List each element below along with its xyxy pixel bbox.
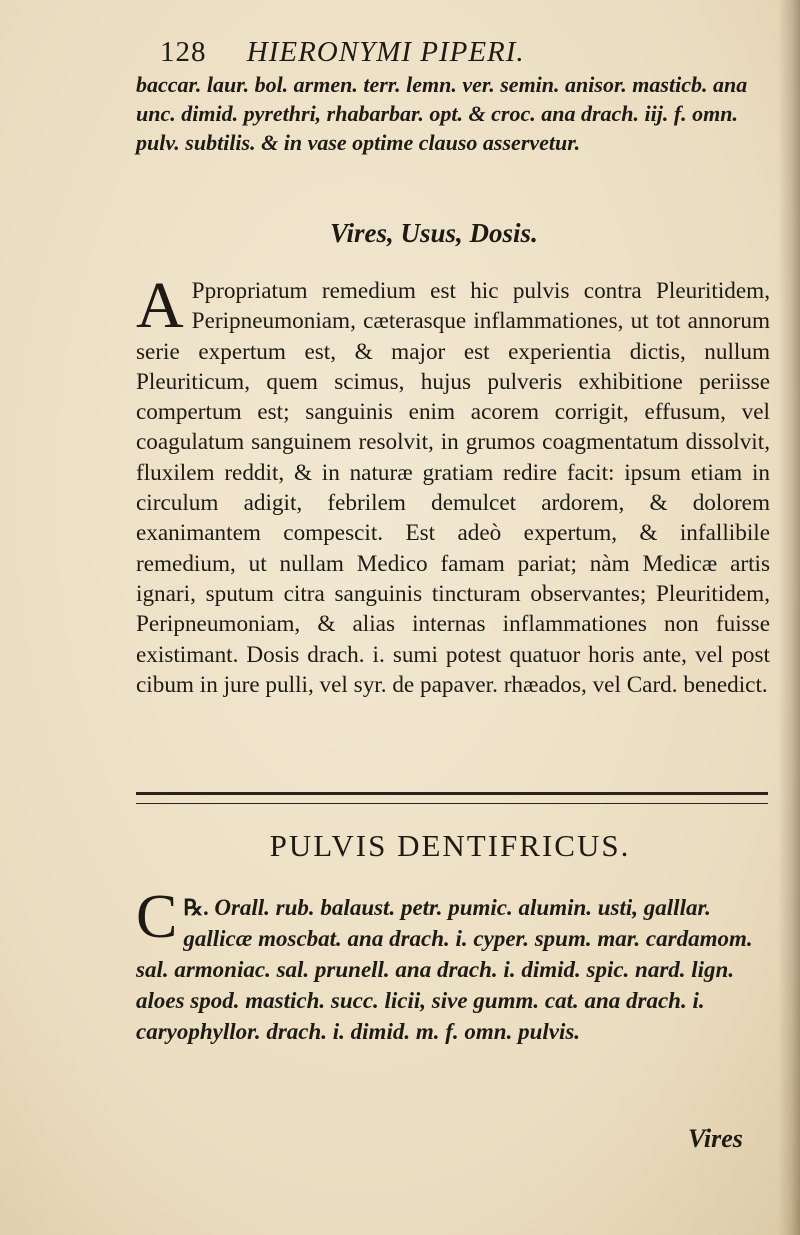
- body-text: Ppropriatum remedium est hic pulvis contra Pleuritidem, Peripneumoniam, cæterasque inflammationes, ut tot annorum serie expertum est, & major est experientia dictis, nullum Pleuriticum, quem scimus, hujus pulveris exhibitione periisse compertum est; sanguinis enim acorem corrigit, effusum, vel coagulatum sanguinem resolvit, in grumos coagmentatum dissolvit, fluxilem reddit, & in naturæ gratiam redire facit: ipsum etiam in circulum adigit, febrilem demulcet ardorem, & dolorem exanimantem compescit. Est adeò expertum, & infallibile remedium, ut nullam Medico famam pariat; nàm Medicæ artis ignari, sputum citra sanguinis tincturam observantes; Pleuritidem, Peripneumoniam, & alias internas inflammationes non fuisse existimant. Dosis drach. i. sumi potest quatuor horis ante, vel post cibum in jure pulli, vel syr. de papaver. rhæados, vel Card. benedict.: [136, 278, 770, 698]
- section-divider: [136, 792, 768, 804]
- recipe-drop-cap: C: [136, 883, 178, 951]
- body-paragraph: [136, 269, 770, 700]
- recipe-title: PULVIS DENTIFRICUS.: [269, 828, 631, 863]
- recipe-symbol: ℞.: [183, 895, 209, 920]
- page-gutter-shadow: [778, 0, 800, 1235]
- recipe-continuation: baccar. laur. bol. armen. terr. lemn. ver. semin. anisor. masticb. ana unc. dimid. pyrethri, rhabarbar. opt. & croc. ana drach. iij. f. omn. pulv. subtilis. & in vase optime clauso asservetur.: [136, 72, 748, 155]
- recipe-text: Orall. rub. balaust. petr. pumic. alumin. usti, galllar. gallicæ moscbat. ana drach. i. cyper. spum. mar. cardamom. sal. armoniac. sal. prunell. ana drach. i. dimid. spic. nard. lign. aloes spod. mastich. succ. licii, sive gumm. cat. ana drach. i. caryophyllor. drach. i. dimid. m. f. omn. pulvis.: [136, 895, 753, 1044]
- catchword: Vires: [688, 1124, 743, 1153]
- recipe-block: [136, 883, 770, 1047]
- drop-cap: A: [136, 269, 184, 342]
- running-title: HIERONYMI PIPERI.: [246, 36, 525, 68]
- section-heading: Vires, Usus, Dosis.: [330, 218, 538, 248]
- page-number: 128: [160, 36, 207, 68]
